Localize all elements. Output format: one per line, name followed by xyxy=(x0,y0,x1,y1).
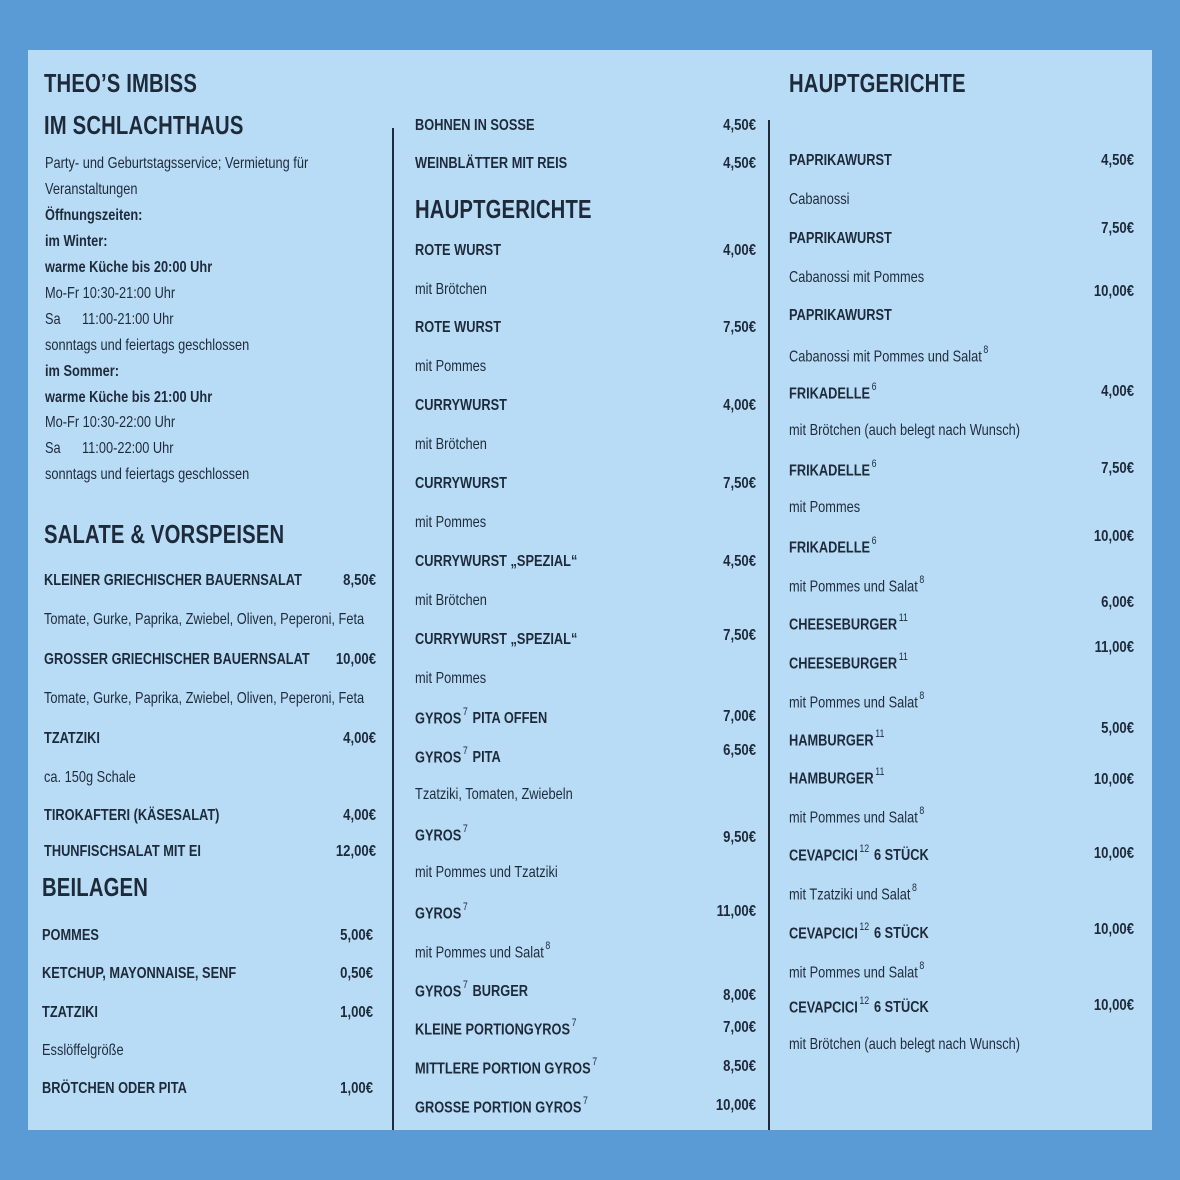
item-title: GROSSE PORTION GYROS xyxy=(415,1099,582,1117)
salate-heading: SALATE & VORSPEISEN xyxy=(44,519,285,549)
description-text: mit Pommes xyxy=(415,358,487,375)
item-title: GYROS xyxy=(415,827,462,845)
item-name xyxy=(42,1004,98,1022)
description-text: mit Pommes und Salat xyxy=(789,694,918,712)
item-suffix: BURGER xyxy=(472,983,529,1001)
item-name xyxy=(789,653,908,673)
item-price: 4,50€ xyxy=(723,117,756,134)
footnote-marker: 7 xyxy=(462,979,468,991)
item-price: 0,50€ xyxy=(340,965,373,982)
item-name xyxy=(789,460,877,480)
item-title: CURRYWURST xyxy=(415,475,507,492)
item-title: GROSSER GRIECHISCHER BAUERNSALAT xyxy=(44,651,310,668)
item-title: TZATZIKI xyxy=(42,1004,98,1021)
description-text: Tomate, Gurke, Paprika, Zwiebel, Oliven, Peperoni, Feta xyxy=(44,611,365,628)
item-price: 10,00€ xyxy=(715,1097,756,1114)
item-suffix: PITA xyxy=(472,749,501,767)
item-title: WEINBLÄTTER MIT REIS xyxy=(415,155,568,172)
item-title: MITTLERE PORTION GYROS xyxy=(415,1060,591,1078)
item-description xyxy=(415,281,487,299)
item-description xyxy=(789,692,924,712)
item-price: 7,50€ xyxy=(723,627,756,644)
item-description xyxy=(789,269,924,287)
item-description xyxy=(415,436,487,454)
item-price: 12,00€ xyxy=(335,843,376,860)
footnote-marker: 7 xyxy=(592,1056,598,1068)
footnote-marker: 11 xyxy=(898,651,908,663)
footnote-marker: 6 xyxy=(871,458,877,470)
item-price: 10,00€ xyxy=(1093,283,1134,300)
description-text: Cabanossi mit Pommes und Salat xyxy=(789,348,982,366)
item-description xyxy=(415,786,573,804)
item-price: 7,50€ xyxy=(1101,460,1134,477)
item-name xyxy=(789,768,884,788)
item-name xyxy=(415,1019,577,1039)
footnote-marker: 7 xyxy=(583,1095,588,1107)
info-line: Sa 11:00-21:00 Uhr xyxy=(45,311,174,328)
footnote-marker: 12 xyxy=(859,921,870,933)
description-text: mit Pommes xyxy=(415,670,487,687)
footnote-marker: 6 xyxy=(871,535,877,547)
item-price: 4,50€ xyxy=(723,553,756,570)
description-text: mit Brötchen (auch belegt nach Wunsch) xyxy=(789,422,1020,439)
item-name xyxy=(415,903,468,923)
item-title: HAMBURGER xyxy=(789,732,874,750)
item-name xyxy=(44,730,100,748)
item-name xyxy=(789,307,892,325)
item-price: 4,00€ xyxy=(343,807,376,824)
item-name xyxy=(415,825,468,845)
item-name xyxy=(44,843,201,861)
item-name xyxy=(415,1058,597,1078)
item-name xyxy=(789,730,884,750)
info-line: sonntags und feiertags geschlossen xyxy=(45,466,250,483)
item-price: 10,00€ xyxy=(1093,997,1134,1014)
item-price: 11,00€ xyxy=(1094,639,1134,656)
description-text: mit Pommes xyxy=(789,499,861,516)
item-title: POMMES xyxy=(42,927,99,944)
item-price: 4,00€ xyxy=(723,242,756,259)
item-name xyxy=(415,1097,588,1117)
item-title: CHEESEBURGER xyxy=(789,655,898,673)
item-description xyxy=(415,514,486,532)
item-name xyxy=(789,537,877,557)
description-text: Esslöffelgröße xyxy=(42,1042,124,1059)
item-price: 4,50€ xyxy=(723,155,756,172)
item-description xyxy=(44,611,364,629)
item-title: TZATZIKI xyxy=(44,730,100,747)
item-name xyxy=(789,923,929,943)
info-line: Sa 11:00-22:00 Uhr xyxy=(45,440,174,457)
item-name xyxy=(789,845,929,865)
footnote-marker: 7 xyxy=(462,706,468,718)
item-name xyxy=(789,614,908,634)
footnote-marker: 8 xyxy=(983,344,989,356)
item-price: 8,50€ xyxy=(723,1058,756,1075)
item-price: 8,00€ xyxy=(723,987,756,1004)
item-price: 10,00€ xyxy=(1093,845,1134,862)
item-description xyxy=(789,962,924,982)
beilagen-heading: BEILAGEN xyxy=(42,872,149,902)
footnote-marker: 11 xyxy=(898,612,908,624)
footnote-marker: 12 xyxy=(859,995,870,1007)
restaurant-location: IM SCHLACHTHAUS xyxy=(44,110,244,140)
item-name xyxy=(44,807,219,825)
info-line: Mo-Fr 10:30-21:00 Uhr xyxy=(45,285,176,302)
item-name xyxy=(415,708,547,728)
item-title: FRIKADELLE xyxy=(789,462,871,480)
item-name xyxy=(415,242,501,260)
item-price: 7,00€ xyxy=(723,708,756,725)
description-text: mit Brötchen (auch belegt nach Wunsch) xyxy=(789,1036,1020,1053)
item-name xyxy=(415,747,501,767)
item-title: CURRYWURST „SPEZIAL“ xyxy=(415,553,578,570)
item-title: GYROS xyxy=(415,749,462,767)
item-description xyxy=(789,807,924,827)
item-price: 1,00€ xyxy=(340,1004,373,1021)
description-text: mit Brötchen xyxy=(415,281,487,298)
item-title: HAMBURGER xyxy=(789,770,874,788)
description-text: ca. 150g Schale xyxy=(44,769,136,786)
footnote-marker: 11 xyxy=(875,766,885,778)
description-text: mit Brötchen xyxy=(415,436,487,453)
item-name xyxy=(415,981,528,1001)
description-text: mit Pommes und Salat xyxy=(789,809,918,827)
info-line: im Sommer: xyxy=(45,363,119,380)
item-name xyxy=(44,651,310,669)
description-text: mit Pommes und Salat xyxy=(415,944,544,962)
item-title: CEVAPCICI xyxy=(789,925,858,943)
description-text: mit Pommes und Salat xyxy=(789,578,918,596)
footnote-marker: 12 xyxy=(859,843,870,855)
column-divider-right xyxy=(768,120,770,1130)
item-price: 4,00€ xyxy=(343,730,376,747)
footnote-marker: 11 xyxy=(875,728,885,740)
info-line: warme Küche bis 21:00 Uhr xyxy=(45,389,213,406)
item-suffix: 6 STÜCK xyxy=(873,999,929,1017)
info-line: Öffnungszeiten: xyxy=(45,207,143,224)
hauptgerichte-heading-2: HAUPTGERICHTE xyxy=(789,68,966,98)
item-price: 10,00€ xyxy=(335,651,376,668)
item-price: 4,00€ xyxy=(723,397,756,414)
description-text: mit Brötchen xyxy=(415,592,487,609)
item-price: 7,50€ xyxy=(723,475,756,492)
description-text: Cabanossi mit Pommes xyxy=(789,269,925,286)
item-price: 1,00€ xyxy=(340,1080,373,1097)
item-name xyxy=(42,965,236,983)
item-title: FRIKADELLE xyxy=(789,539,871,557)
item-title: PAPRIKAWURST xyxy=(789,230,892,247)
item-price: 10,00€ xyxy=(1093,528,1134,545)
item-name xyxy=(789,383,877,403)
item-title: CEVAPCICI xyxy=(789,999,858,1017)
item-description xyxy=(789,884,917,904)
item-description xyxy=(415,592,487,610)
column-divider-left xyxy=(392,128,394,1130)
item-price: 4,00€ xyxy=(1101,383,1134,400)
item-description xyxy=(789,422,1020,440)
footnote-marker: 7 xyxy=(571,1017,577,1029)
item-name xyxy=(415,319,501,337)
item-name xyxy=(415,117,534,135)
item-price: 9,50€ xyxy=(723,829,756,846)
description-text: Cabanossi xyxy=(789,191,850,208)
description-text: mit Tzatziki und Salat xyxy=(789,886,911,904)
item-price: 6,50€ xyxy=(723,742,756,759)
item-title: GYROS xyxy=(415,983,462,1001)
footnote-marker: 8 xyxy=(919,960,925,972)
item-price: 8,50€ xyxy=(343,572,376,589)
item-name xyxy=(42,927,99,945)
footnote-marker: 8 xyxy=(545,940,551,952)
item-title: BRÖTCHEN ODER PITA xyxy=(42,1080,187,1097)
item-title: CHEESEBURGER xyxy=(789,616,898,634)
item-title: PAPRIKAWURST xyxy=(789,307,892,324)
item-description xyxy=(415,864,558,882)
item-title: KLEINE PORTIONGYROS xyxy=(415,1021,571,1039)
restaurant-name: THEO’S IMBISS xyxy=(44,68,198,98)
item-price: 7,50€ xyxy=(1101,220,1134,237)
description-text: mit Pommes und Salat xyxy=(789,964,918,982)
description-text: mit Pommes xyxy=(415,514,487,531)
description-text: mit Pommes und Tzatziki xyxy=(415,864,558,881)
item-description xyxy=(415,670,486,688)
footnote-marker: 7 xyxy=(462,901,468,913)
item-description xyxy=(789,346,988,366)
info-line: im Winter: xyxy=(45,233,108,250)
item-name xyxy=(42,1080,187,1098)
item-name xyxy=(415,155,567,173)
menu-sheet xyxy=(28,50,1152,1130)
item-price: 7,00€ xyxy=(723,1019,756,1036)
description-text: Tomate, Gurke, Paprika, Zwiebel, Oliven, Peperoni, Feta xyxy=(44,690,365,707)
item-title: THUNFISCHSALAT MIT EI xyxy=(44,843,201,860)
footnote-marker: 8 xyxy=(919,690,925,702)
item-price: 5,00€ xyxy=(1101,720,1134,737)
info-line: Mo-Fr 10:30-22:00 Uhr xyxy=(45,414,176,431)
item-price: 10,00€ xyxy=(1093,921,1134,938)
item-name xyxy=(789,997,929,1017)
item-name xyxy=(44,572,302,590)
item-title: CURRYWURST xyxy=(415,397,507,414)
item-suffix: 6 STÜCK xyxy=(873,925,929,943)
footnote-marker: 7 xyxy=(462,745,468,757)
description-text: Tzatziki, Tomaten, Zwiebeln xyxy=(415,786,573,803)
item-description xyxy=(44,690,364,708)
footnote-marker: 7 xyxy=(462,823,468,835)
item-suffix: 6 STÜCK xyxy=(873,847,929,865)
footnote-marker: 8 xyxy=(919,805,925,817)
item-title: BOHNEN IN SOSSE xyxy=(415,117,535,134)
footnote-marker: 8 xyxy=(912,882,917,894)
item-description xyxy=(415,358,486,376)
item-title: CEVAPCICI xyxy=(789,847,858,865)
info-line: sonntags und feiertags geschlossen xyxy=(45,337,250,354)
item-title: GYROS xyxy=(415,710,462,728)
item-title: KLEINER GRIECHISCHER BAUERNSALAT xyxy=(44,572,302,589)
item-title: KETCHUP, MAYONNAISE, SENF xyxy=(42,965,237,982)
hauptgerichte-heading-1: HAUPTGERICHTE xyxy=(415,194,592,224)
item-name xyxy=(415,553,577,571)
item-title: FRIKADELLE xyxy=(789,385,871,403)
item-title: GYROS xyxy=(415,905,462,923)
info-line: Party- und Geburtstagsservice; Vermietung für xyxy=(45,155,309,172)
item-price: 6,00€ xyxy=(1101,594,1134,611)
item-name xyxy=(415,631,577,649)
item-price: 4,50€ xyxy=(1101,152,1134,169)
item-description xyxy=(44,769,136,787)
info-line: Veranstaltungen xyxy=(45,181,138,198)
item-description xyxy=(42,1042,124,1060)
item-name xyxy=(789,230,892,248)
item-title: ROTE WURST xyxy=(415,319,502,336)
item-title: TIROKAFTERI (KÄSESALAT) xyxy=(44,807,220,824)
item-description xyxy=(789,1036,1020,1054)
item-price: 10,00€ xyxy=(1093,771,1134,788)
item-description xyxy=(789,576,924,596)
item-price: 5,00€ xyxy=(340,927,373,944)
item-price: 11,00€ xyxy=(716,903,756,920)
item-price: 7,50€ xyxy=(723,319,756,336)
item-title: CURRYWURST „SPEZIAL“ xyxy=(415,631,578,648)
item-name xyxy=(415,397,507,415)
item-title: ROTE WURST xyxy=(415,242,502,259)
footnote-marker: 8 xyxy=(919,574,925,586)
item-description xyxy=(789,191,849,209)
item-name xyxy=(789,152,892,170)
item-suffix: PITA OFFEN xyxy=(472,710,548,728)
item-name xyxy=(415,475,507,493)
item-description xyxy=(415,942,550,962)
info-line: warme Küche bis 20:00 Uhr xyxy=(45,259,213,276)
footnote-marker: 6 xyxy=(871,381,877,393)
item-description xyxy=(789,499,860,517)
item-title: PAPRIKAWURST xyxy=(789,152,892,169)
